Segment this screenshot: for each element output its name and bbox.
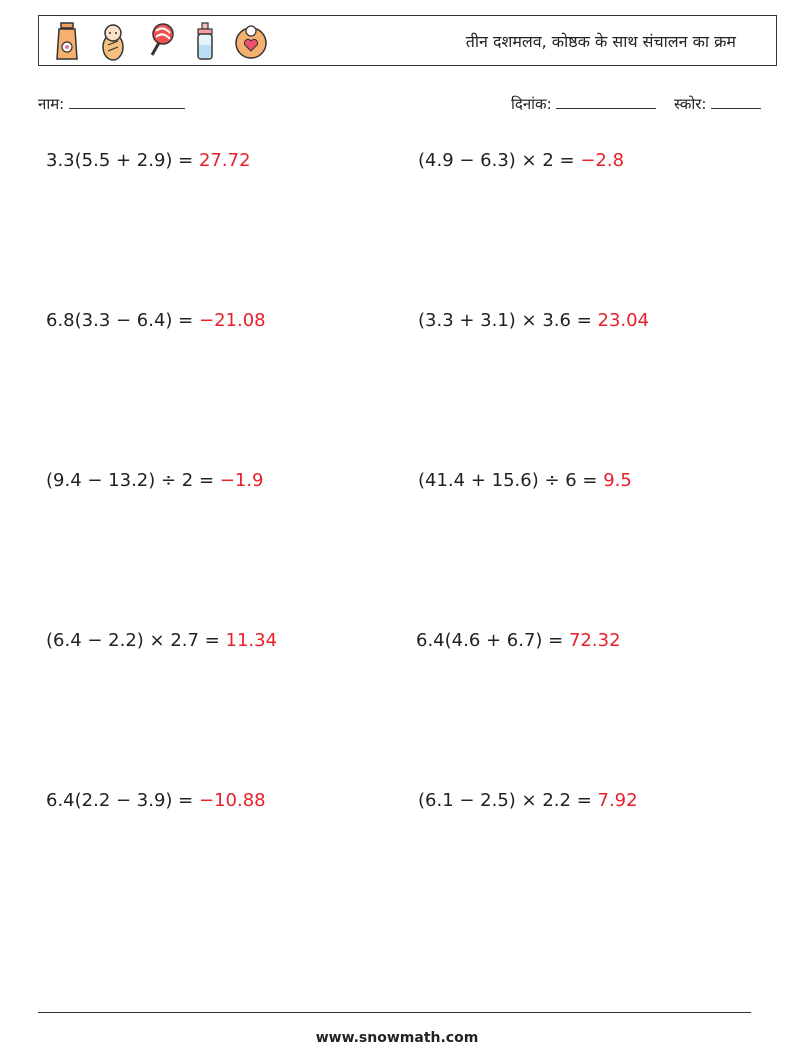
problem-expression: 6.4(2.2 − 3.9) = (46, 790, 199, 811)
problem-expression: 6.8(3.3 − 6.4) = (46, 310, 199, 331)
date-score-fields (511, 94, 761, 114)
problem-7 (46, 630, 277, 651)
problem-answer: 11.34 (225, 630, 278, 651)
bib-icon (231, 20, 271, 62)
problem-expression: (9.4 − 13.2) ÷ 2 = (46, 470, 220, 491)
worksheet-title: तीन दशमलव, कोष्ठक के साथ संचालन का क्रम (465, 32, 736, 51)
problem-expression: (6.1 − 2.5) × 2.2 = (418, 790, 598, 811)
footer-url[interactable]: www.snowmath.com (315, 1030, 479, 1046)
score-blank[interactable] (711, 94, 761, 109)
date-label: दिनांक: (511, 95, 552, 113)
icon-strip (47, 20, 271, 62)
problem-2 (418, 150, 624, 171)
problem-expression: (41.4 + 15.6) ÷ 6 = (418, 470, 604, 491)
score-label: स्कोर: (673, 95, 707, 113)
cup-icon (47, 20, 87, 62)
problem-answer: 72.32 (568, 630, 621, 651)
problem-4 (418, 310, 649, 331)
problem-expression: (6.4 − 2.2) × 2.7 = (46, 630, 226, 651)
problem-5 (46, 470, 264, 491)
problem-6 (418, 470, 632, 491)
name-label: नाम: (38, 95, 65, 113)
problem-answer: 23.04 (597, 310, 650, 331)
footer-divider (38, 1012, 751, 1013)
problem-answer: −21.08 (198, 310, 266, 331)
problem-expression: 3.3(5.5 + 2.9) = (46, 150, 199, 171)
bottle-icon (185, 20, 225, 62)
problem-10 (418, 790, 638, 811)
problem-answer: 7.92 (597, 790, 638, 811)
name-field (38, 94, 185, 114)
name-blank[interactable] (69, 94, 185, 109)
header-box (38, 15, 777, 66)
problem-answer: −2.8 (580, 150, 625, 171)
lollipop-icon (139, 20, 179, 62)
baby-icon (93, 20, 133, 62)
problem-answer: 27.72 (198, 150, 251, 171)
problem-answer: −1.9 (219, 470, 264, 491)
problem-expression: (3.3 + 3.1) × 3.6 = (418, 310, 598, 331)
problem-3 (46, 310, 266, 331)
problem-1 (46, 150, 251, 171)
problem-9 (46, 790, 266, 811)
problem-answer: −10.88 (198, 790, 266, 811)
problem-8 (416, 630, 621, 651)
problem-expression: (4.9 − 6.3) × 2 = (418, 150, 581, 171)
problem-answer: 9.5 (603, 470, 632, 491)
date-blank[interactable] (556, 94, 656, 109)
problem-expression: 6.4(4.6 + 6.7) = (416, 630, 569, 651)
